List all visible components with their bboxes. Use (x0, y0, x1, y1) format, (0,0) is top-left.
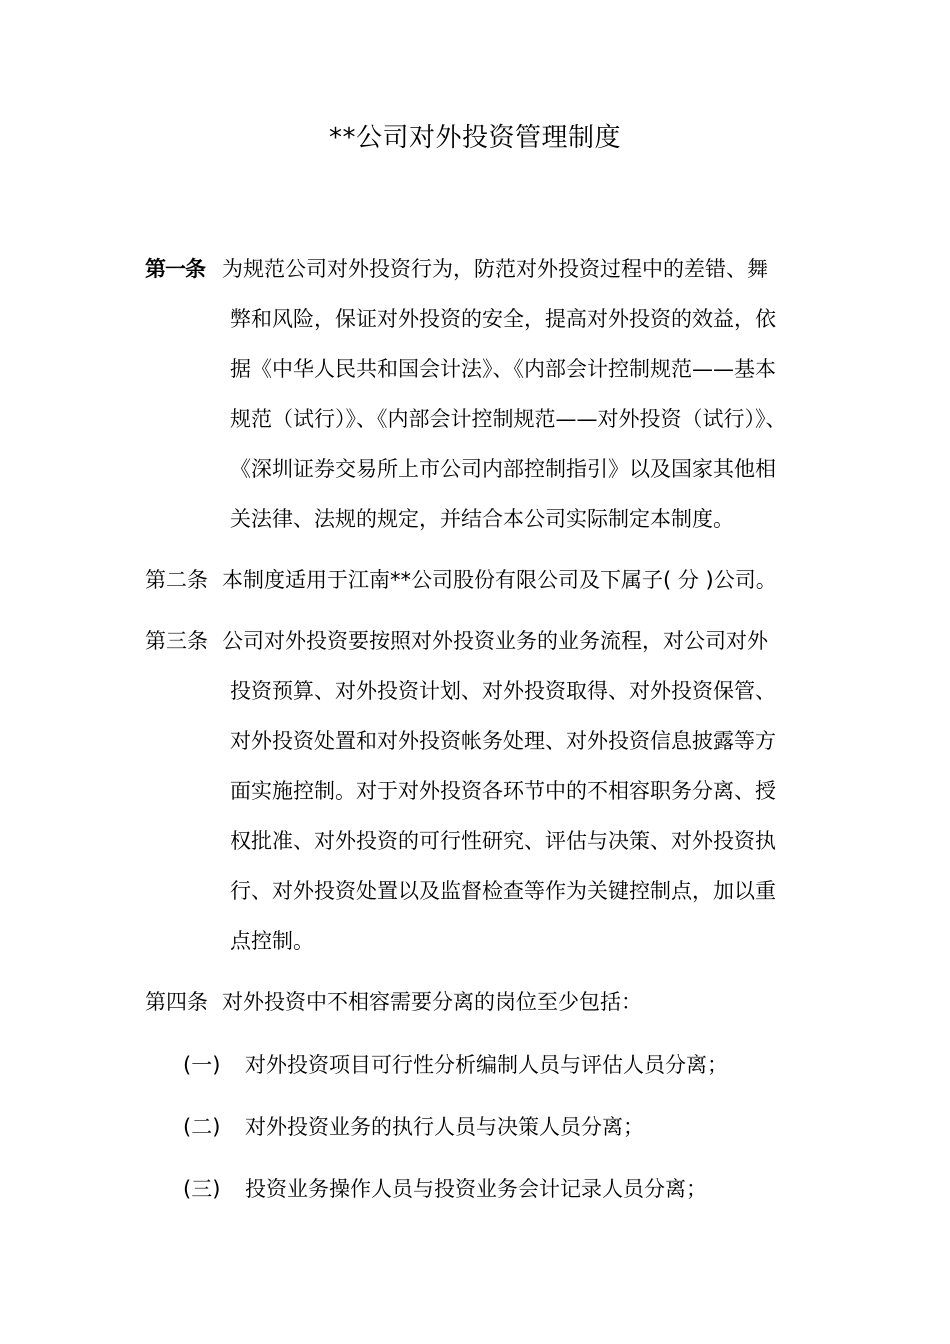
list-item-number: (一) (183, 1053, 221, 1077)
article-line: 本制度适用于江南**公司股份有限公司及下属子( 分 )公司。 (222, 568, 777, 592)
article-line: 规范（试行）》、《内部会计控制规范——对外投资（试行）》、 (230, 407, 787, 431)
article-line: 面实施控制。对于对外投资各环节中的不相容职务分离、授 (230, 779, 776, 803)
article-line: 为规范公司对外投资行为，防范对外投资过程中的差错、舞 (222, 257, 768, 281)
list-item-text: 投资业务操作人员与投资业务会计记录人员分离； (245, 1177, 707, 1201)
article-label: 第四条 (145, 990, 208, 1014)
list-item (183, 1045, 803, 1085)
article-line: 对外投资处置和对外投资帐务处理、对外投资信息披露等方 (230, 729, 776, 753)
article-line: 点控制。 (230, 929, 314, 953)
list-item (183, 1169, 803, 1209)
article-line: 据《中华人民共和国会计法》、《内部会计控制规范——基本 (230, 357, 776, 381)
article-1 (145, 244, 815, 544)
document-title: **公司对外投资管理制度 (328, 123, 621, 153)
article-label: 第一条 (145, 257, 205, 281)
article-line: 公司对外投资要按照对外投资业务的业务流程，对公司对外 (222, 629, 768, 653)
article-3 (145, 616, 815, 966)
article-line: 《深圳证券交易所上市公司内部控制指引》以及国家其他相 (230, 457, 776, 481)
article-line: 弊和风险，保证对外投资的安全，提高对外投资的效益，依 (230, 307, 776, 331)
article-4 (145, 977, 815, 1027)
list-item (183, 1107, 803, 1147)
list-item-number: (三) (183, 1177, 221, 1201)
article-line: 对外投资中不相容需要分离的岗位至少包括： (222, 990, 642, 1014)
list-item-number: (二) (183, 1115, 221, 1139)
article-line: 行、对外投资处置以及监督检查等作为关键控制点，加以重 (230, 879, 776, 903)
article-2 (145, 555, 815, 605)
list-item-text: 对外投资业务的执行人员与决策人员分离； (245, 1115, 644, 1139)
article-label: 第二条 (145, 568, 208, 592)
list-item-text: 对外投资项目可行性分析编制人员与评估人员分离； (245, 1053, 728, 1077)
article-line: 权批准、对外投资的可行性研究、评估与决策、对外投资执 (230, 829, 776, 853)
article-line: 投资预算、对外投资计划、对外投资取得、对外投资保管、 (230, 679, 776, 703)
article-line: 关法律、法规的规定，并结合本公司实际制定本制度。 (230, 507, 734, 531)
article-label: 第三条 (145, 629, 208, 653)
